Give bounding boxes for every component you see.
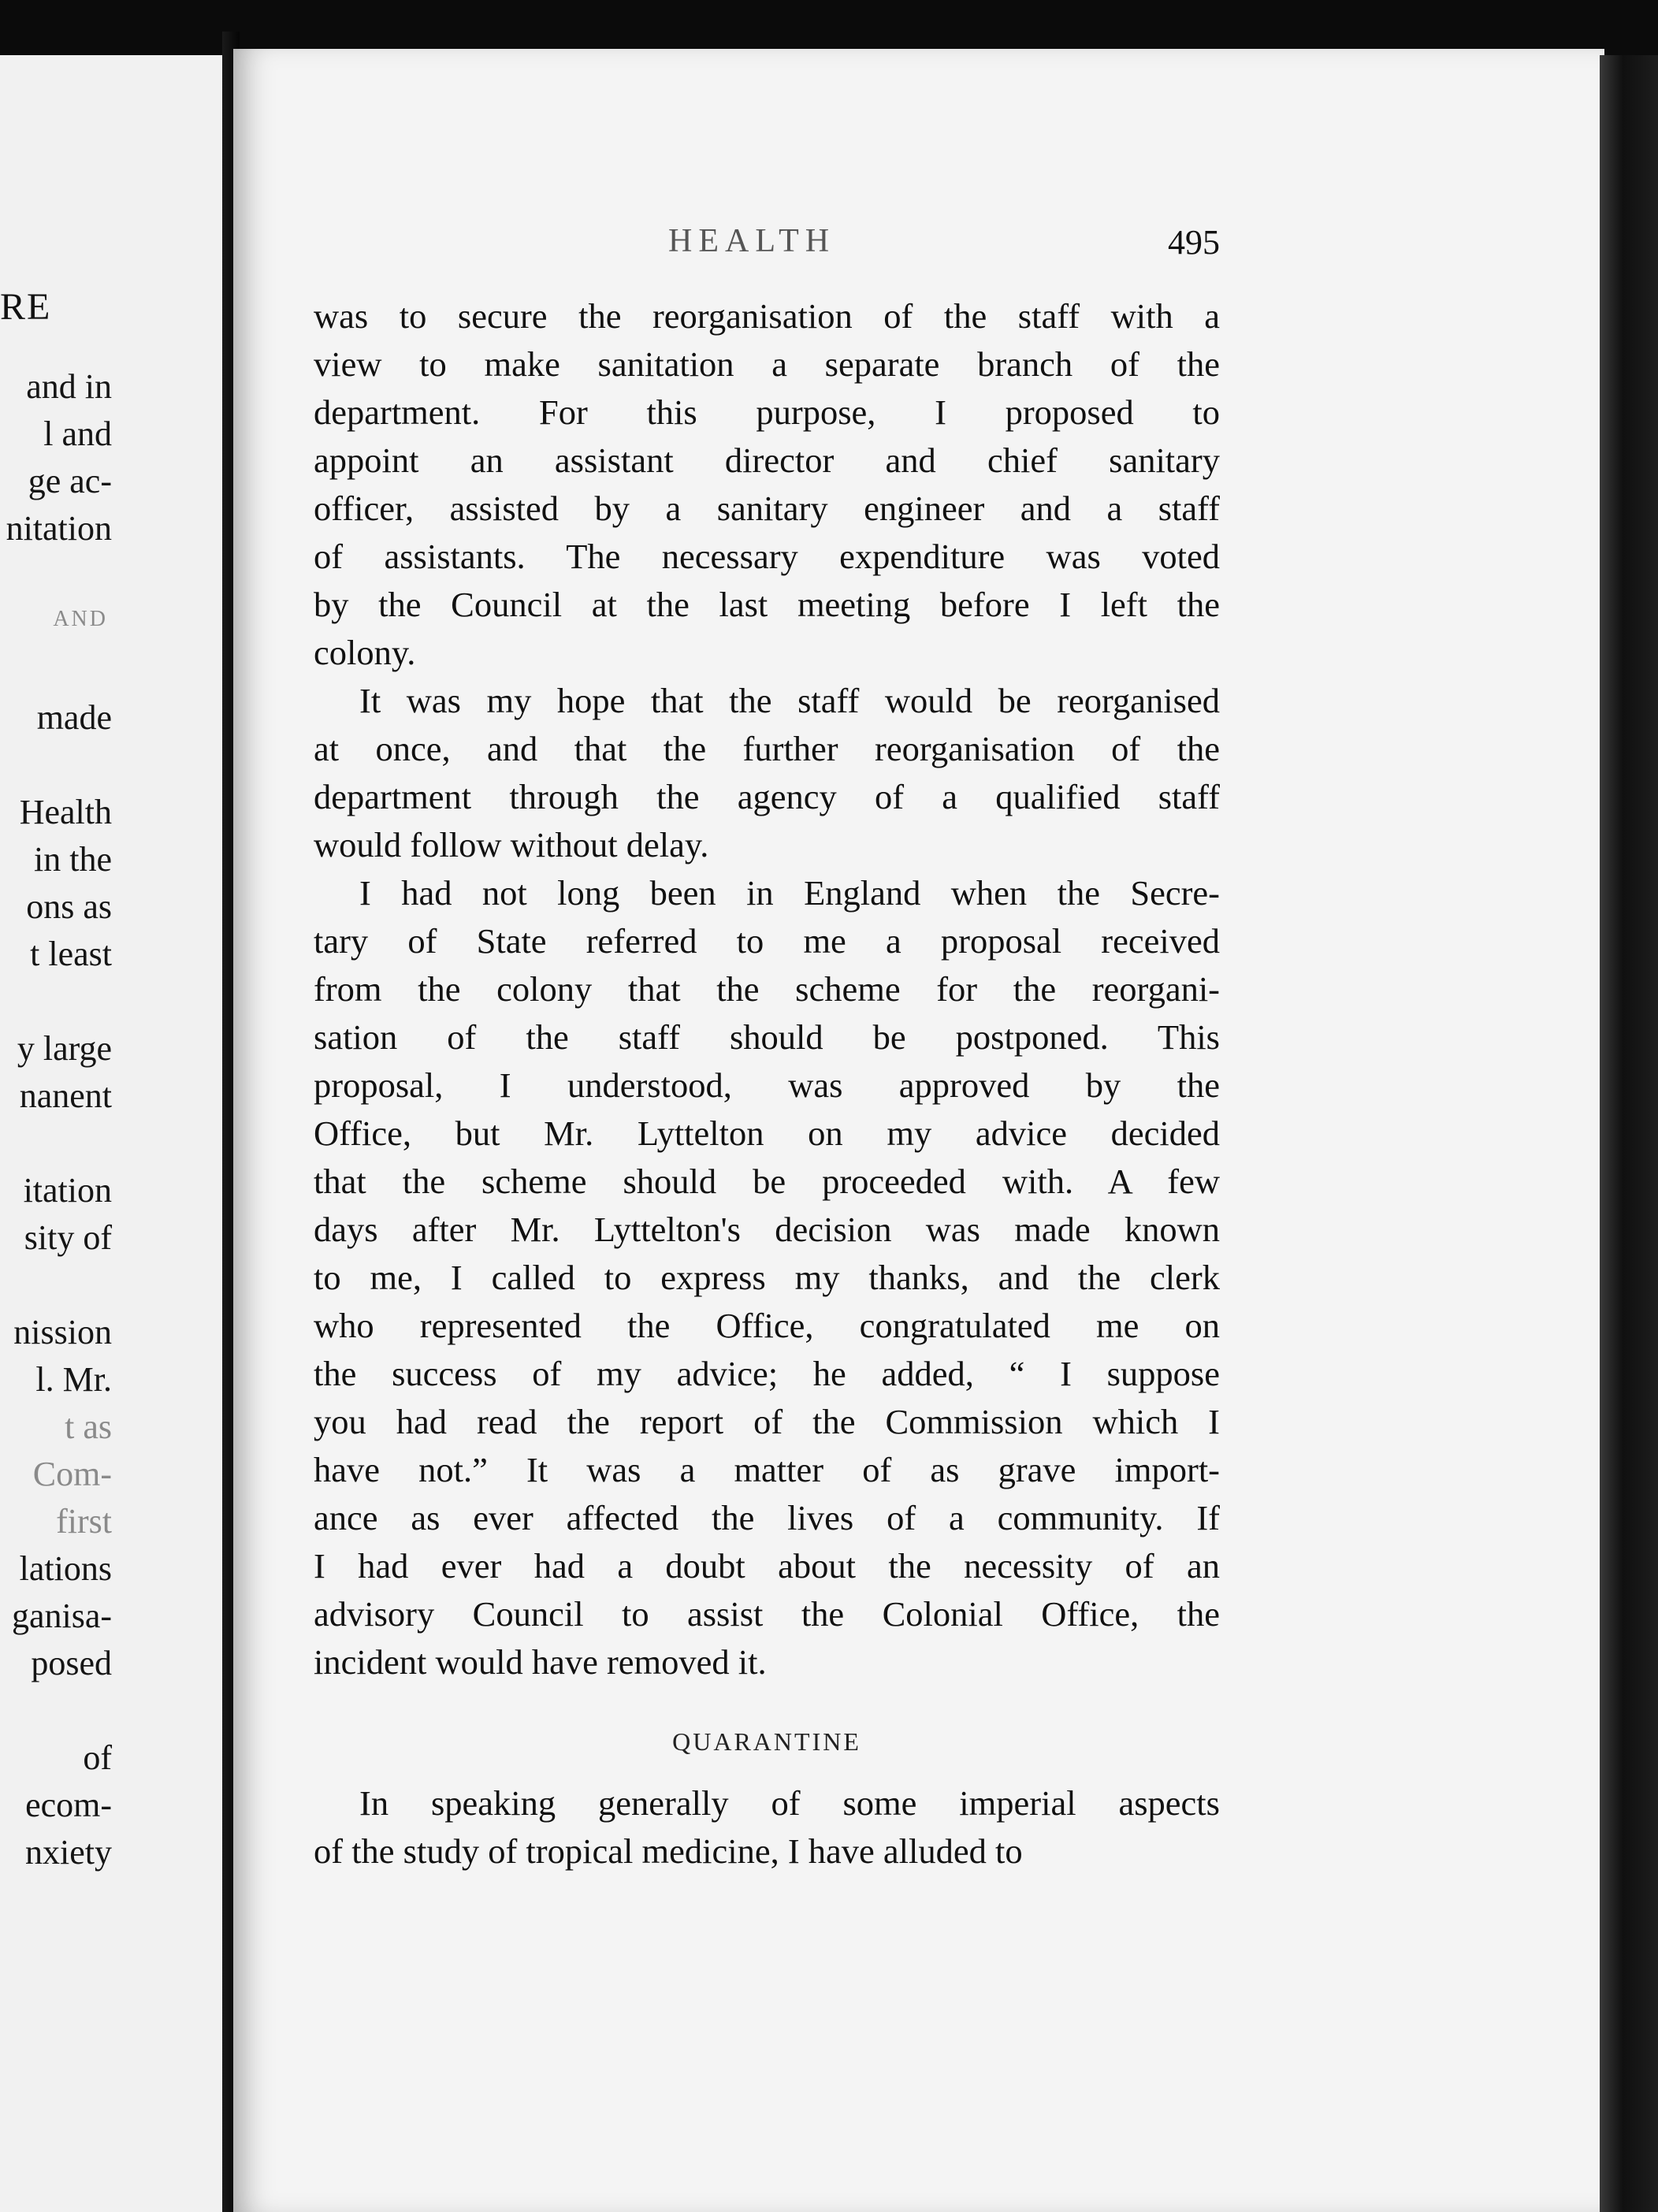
text-line: department. For this purpose, I proposed to — [314, 392, 1220, 432]
text-line: appoint an assistant director and chief sanitary — [314, 441, 1220, 480]
left-line: ge ac- — [28, 462, 112, 500]
left-line: made — [36, 698, 112, 737]
text-line: was to secure the reorganisation of the staff with a — [314, 296, 1220, 336]
left-line: Com- — [32, 1455, 112, 1493]
text-line: It was my hope that the staff would be reorganised — [359, 681, 1220, 720]
left-line: nanent — [19, 1076, 112, 1115]
left-line: t least — [30, 935, 112, 973]
text-line: who represented the Office, congratulated me on — [314, 1306, 1220, 1345]
text-line: proposal, I understood, was approved by the — [314, 1065, 1220, 1105]
text-line: would follow without delay. — [314, 825, 709, 864]
left-line: AND — [53, 607, 108, 631]
text-line: sation of the staff should be postponed. This — [314, 1017, 1220, 1057]
left-line: sity of — [24, 1218, 112, 1257]
text-line: of the study of tropical medicine, I have alluded to — [314, 1831, 1023, 1871]
left-line: ons as — [26, 887, 112, 926]
text-line: incident would have removed it. — [314, 1642, 767, 1682]
text-line: advisory Council to assist the Colonial Office, the — [314, 1594, 1220, 1634]
page-number: 495 — [1168, 223, 1220, 262]
left-line: first — [56, 1502, 112, 1541]
section-heading: QUARANTINE — [672, 1727, 861, 1756]
text-line: you had read the report of the Commission which I — [314, 1402, 1220, 1441]
left-line: nission — [13, 1313, 112, 1351]
text-line: In speaking generally of some imperial aspects — [359, 1783, 1220, 1823]
text-line: from the colony that the scheme for the reorgani- — [314, 969, 1220, 1009]
text-line: I had ever had a doubt about the necessity of an — [314, 1546, 1220, 1586]
left-line: nitation — [6, 509, 112, 548]
text-line: I had not long been in England when the Secre- — [359, 873, 1220, 913]
page-edge — [1600, 55, 1658, 2212]
text-line: colony. — [314, 633, 416, 672]
left-line: t as — [65, 1407, 112, 1446]
text-line: to me, I called to express my thanks, and the clerk — [314, 1258, 1220, 1297]
running-title: HEALTH — [668, 223, 836, 259]
left-line: ganisa- — [11, 1597, 112, 1635]
left-page-title-fragment: RE — [0, 286, 52, 328]
text-line: officer, assisted by a sanitary engineer and a staff — [314, 489, 1220, 528]
text-line: view to make sanitation a separate branch of the — [314, 344, 1220, 384]
running-head — [314, 222, 1220, 270]
text-line: days after Mr. Lyttelton's decision was made known — [314, 1210, 1220, 1249]
text-line: tary of State referred to me a proposal received — [314, 921, 1220, 961]
left-line: l. Mr. — [35, 1360, 112, 1399]
left-line: and in — [26, 367, 112, 406]
text-line: of assistants. The necessary expenditure was voted — [314, 537, 1220, 576]
left-facing-page — [0, 55, 222, 2212]
text-line: Office, but Mr. Lyttelton on my advice decided — [314, 1113, 1220, 1153]
left-line: ecom- — [25, 1786, 112, 1824]
left-line: in the — [34, 840, 112, 879]
left-line: Health — [19, 793, 112, 831]
left-line: lations — [19, 1549, 112, 1588]
left-line: itation — [23, 1171, 112, 1210]
text-line: department through the agency of a qualified staff — [314, 777, 1220, 816]
left-line: posed — [31, 1644, 112, 1682]
text-line: by the Council at the last meeting before I left the — [314, 585, 1220, 624]
text-line: at once, and that the further reorganisation of the — [314, 729, 1220, 768]
left-line: of — [83, 1738, 112, 1777]
left-line: y large — [17, 1029, 112, 1068]
text-line: the success of my advice; he added, “ I suppose — [314, 1354, 1220, 1393]
text-line: ance as ever affected the lives of a community. If — [314, 1498, 1220, 1537]
left-line: nxiety — [25, 1833, 112, 1872]
left-line: l and — [43, 415, 112, 453]
text-line: have not.” It was a matter of as grave import- — [314, 1450, 1220, 1489]
text-line: that the scheme should be proceeded with. A few — [314, 1162, 1220, 1201]
